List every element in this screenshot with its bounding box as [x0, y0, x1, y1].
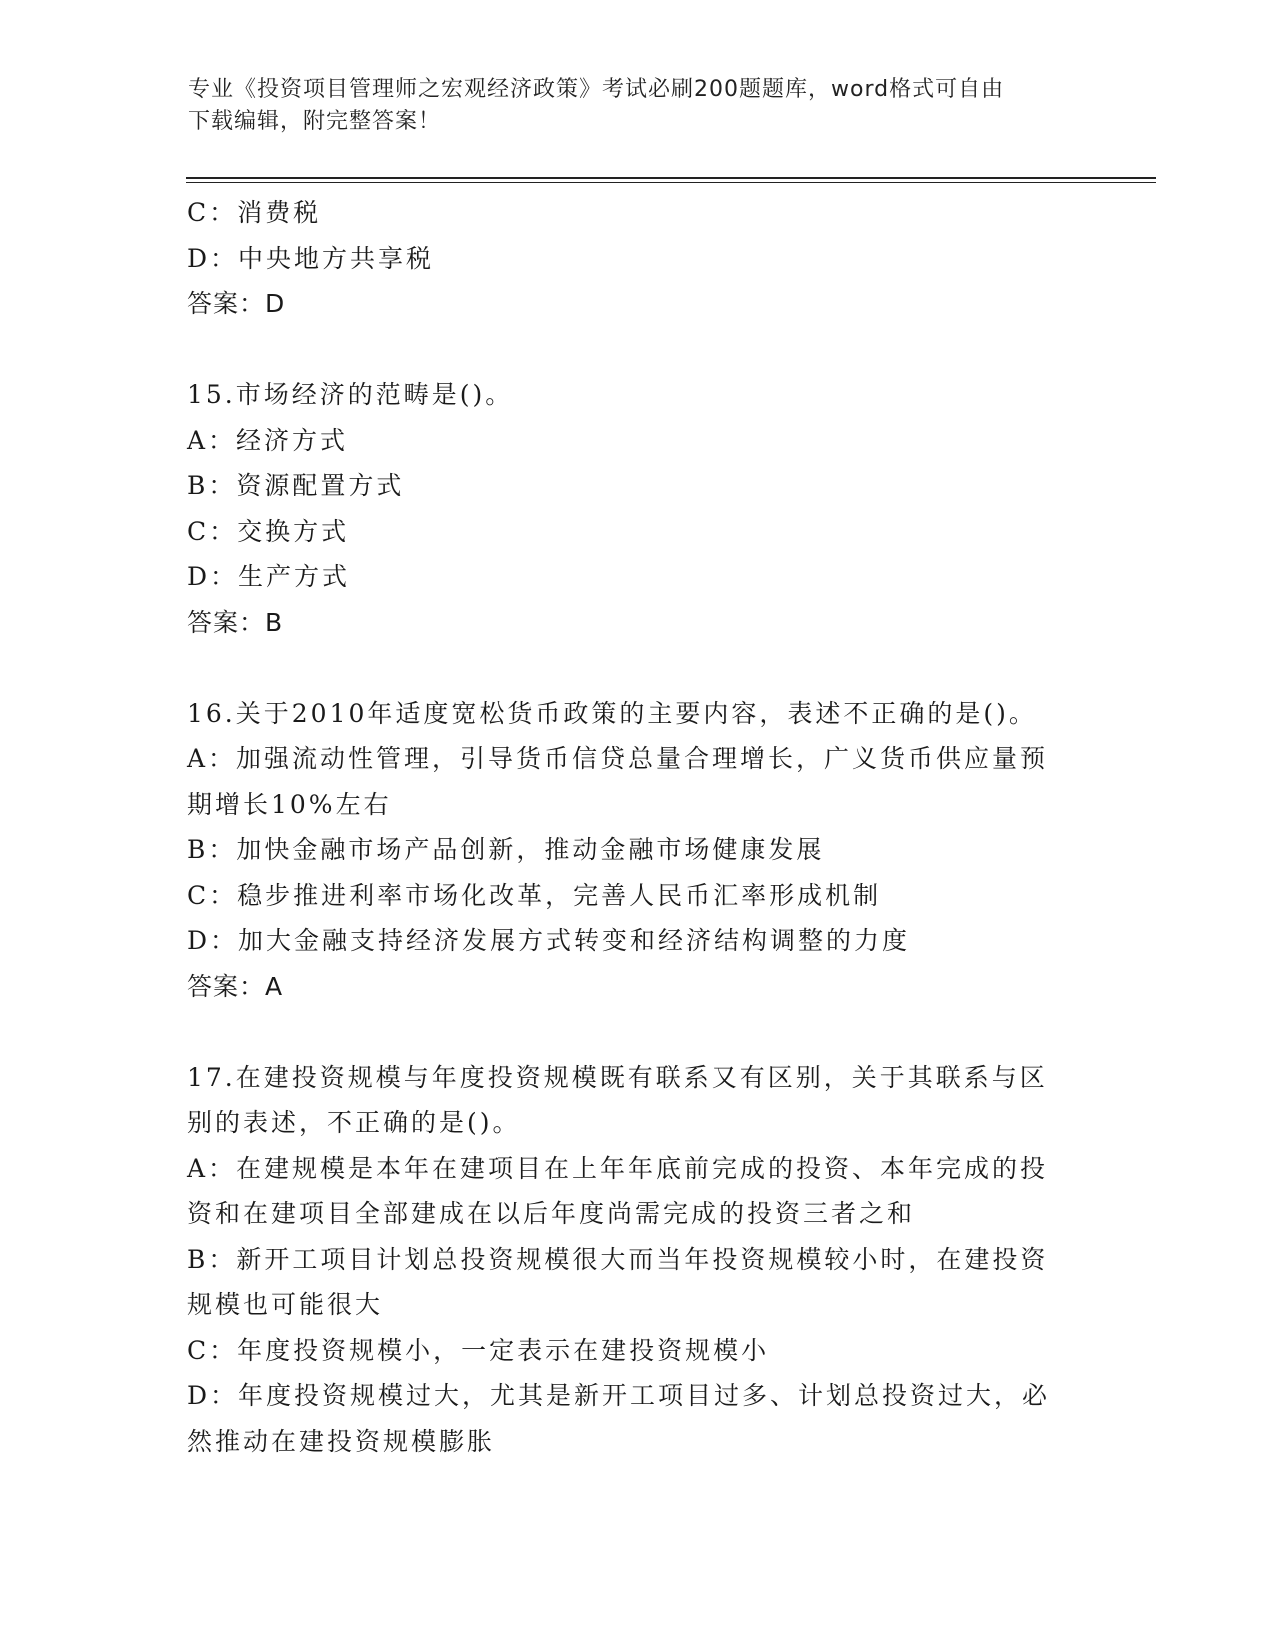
option-c: C：交换方式 — [187, 516, 350, 546]
option-d: D：加大金融支持经济发展方式转变和经济结构调整的力度 — [187, 926, 911, 955]
question-17 — [187, 1055, 1087, 1465]
question-stem: 15.市场经济的范畴是()。 — [187, 380, 514, 409]
question-stem-line-2: 别的表述，不正确的是()。 — [187, 1108, 521, 1137]
question-stem: 16.关于2010年适度宽松货币政策的主要内容，表述不正确的是()。 — [187, 698, 1037, 728]
option-b-line-2: 规模也可能很大 — [187, 1290, 384, 1319]
header-line-1: 专业《投资项目管理师之宏观经济政策》考试必刷200题题库，word格式可自由 — [188, 77, 1005, 102]
option-a-line-2: 资和在建项目全部建成在以后年度尚需完成的投资三者之和 — [187, 1199, 916, 1228]
option-a-line-2: 期增长10%左右 — [187, 789, 392, 819]
spacer — [187, 645, 1087, 691]
option-d-line-2: 然推动在建投资规模膨胀 — [187, 1426, 496, 1456]
answer-line: 答案：D — [187, 289, 286, 318]
option-c: C：消费税 — [187, 198, 322, 227]
option-b: B：资源配置方式 — [187, 471, 405, 500]
answer-line: 答案：A — [187, 971, 284, 1001]
option-b-line-1: B：新开工项目计划总投资规模很大而当年投资规模较小时，在建投资 — [187, 1244, 1049, 1274]
option-b: B：加快金融市场产品创新，推动金融市场健康发展 — [187, 835, 825, 864]
option-d: D：生产方式 — [187, 562, 351, 591]
option-a-line-1: A：加强流动性管理，引导货币信贷总量合理增长，广义货币供应量预 — [187, 744, 1049, 773]
question-16 — [187, 691, 1087, 1010]
question-fragment — [187, 190, 1087, 327]
answer-line: 答案：B — [187, 607, 284, 637]
document-header — [188, 74, 1088, 138]
spacer — [187, 327, 1087, 373]
header-rule-thin — [186, 182, 1156, 183]
spacer — [187, 1009, 1087, 1055]
question-stem-line-1: 17.在建投资规模与年度投资规模既有联系又有区别，关于其联系与区 — [187, 1062, 1048, 1092]
option-c: C：年度投资规模小，一定表示在建投资规模小 — [187, 1335, 770, 1365]
question-list — [187, 190, 1087, 1464]
option-a: A：经济方式 — [187, 425, 349, 455]
header-line-2: 下载编辑，附完整答案！ — [188, 109, 442, 134]
option-d-line-1: D：年度投资规模过大，尤其是新开工项目过多、计划总投资过大，必 — [187, 1381, 1051, 1410]
option-c: C：稳步推进利率市场化改革，完善人民币汇率形成机制 — [187, 880, 882, 910]
option-d: D：中央地方共享税 — [187, 243, 435, 273]
header-rule-thick — [186, 177, 1156, 179]
option-a-line-1: A：在建规模是本年在建项目在上年年底前完成的投资、本年完成的投 — [187, 1153, 1049, 1183]
question-15 — [187, 372, 1087, 645]
